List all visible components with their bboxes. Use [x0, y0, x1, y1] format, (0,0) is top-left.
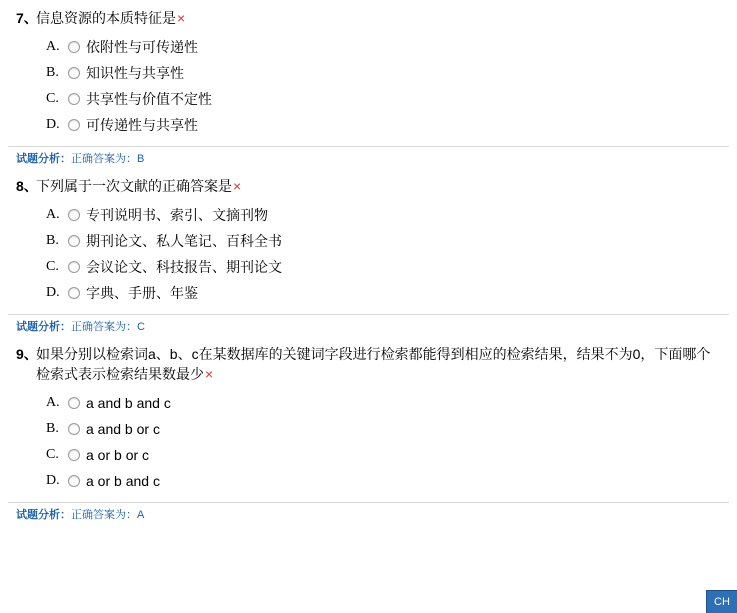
option-list — [8, 390, 729, 494]
option-letter: A. — [46, 395, 60, 410]
question-stem: 信息资源的本质特征是 — [36, 10, 176, 26]
radio-button[interactable] — [68, 67, 80, 79]
radio-button[interactable] — [68, 119, 80, 131]
option-letter: D. — [46, 473, 60, 488]
option-letter: D. — [46, 117, 60, 132]
option-row[interactable] — [8, 228, 729, 254]
option-row[interactable] — [8, 468, 729, 494]
option-list — [8, 34, 729, 138]
question-number: 9、 — [16, 346, 38, 362]
option-letter: B. — [46, 233, 59, 248]
option-row[interactable] — [8, 254, 729, 280]
answer-prefix: 正确答案为： — [71, 321, 137, 333]
correct-answer: C — [137, 321, 145, 333]
option-letter: A. — [46, 207, 60, 222]
analysis-label: 试题分析： — [16, 153, 71, 165]
option-letter: C. — [46, 447, 59, 462]
option-label: 共享性与价值不定性 — [86, 91, 212, 107]
option-label: 会议论文、科技报告、期刊论文 — [86, 259, 282, 275]
option-label: a or b and c — [86, 473, 160, 489]
answer-prefix: 正确答案为： — [71, 153, 137, 165]
option-label: 字典、手册、年鉴 — [86, 285, 198, 301]
radio-button[interactable] — [68, 449, 80, 461]
option-label: 期刊论文、私人笔记、百科全书 — [86, 233, 282, 249]
option-letter: C. — [46, 91, 59, 106]
option-row[interactable] — [8, 34, 729, 60]
option-letter: B. — [46, 421, 59, 436]
option-letter: B. — [46, 65, 59, 80]
incorrect-icon: × — [233, 178, 242, 194]
question-header — [8, 340, 729, 386]
option-row[interactable] — [8, 390, 729, 416]
option-label: 知识性与共享性 — [86, 65, 184, 81]
question-text — [36, 8, 729, 28]
option-letter: D. — [46, 285, 60, 300]
option-row[interactable] — [8, 112, 729, 138]
incorrect-icon: × — [205, 366, 214, 382]
ime-indicator[interactable]: CH — [706, 590, 737, 613]
radio-button[interactable] — [68, 93, 80, 105]
radio-button[interactable] — [68, 475, 80, 487]
option-row[interactable] — [8, 202, 729, 228]
radio-button[interactable] — [68, 423, 80, 435]
incorrect-icon: × — [177, 10, 186, 26]
question-block — [0, 172, 737, 340]
option-list — [8, 202, 729, 306]
radio-button[interactable] — [68, 287, 80, 299]
correct-answer: B — [137, 153, 145, 165]
question-text — [36, 344, 729, 384]
option-label: a and b and c — [86, 395, 171, 411]
option-row[interactable] — [8, 86, 729, 112]
option-letter: C. — [46, 259, 59, 274]
question-block — [0, 340, 737, 528]
radio-button[interactable] — [68, 209, 80, 221]
option-row[interactable] — [8, 280, 729, 306]
option-label: a and b or c — [86, 421, 160, 437]
question-header — [8, 4, 729, 30]
question-stem: 如果分别以检索词a、b、c在某数据库的关键词字段进行检索都能得到相应的检索结果，结果不为0，下面哪个检索式表示检索结果数最少 — [36, 346, 711, 382]
option-row[interactable] — [8, 60, 729, 86]
radio-button[interactable] — [68, 261, 80, 273]
question-number: 7、 — [16, 10, 38, 26]
option-label: a or b or c — [86, 447, 150, 463]
option-row[interactable] — [8, 442, 729, 468]
option-label: 依附性与可传递性 — [86, 39, 198, 55]
analysis-label: 试题分析： — [16, 321, 71, 333]
analysis-label: 试题分析： — [16, 509, 71, 521]
correct-answer: A — [137, 509, 145, 521]
question-header — [8, 172, 729, 198]
option-letter: A. — [46, 39, 60, 54]
option-label: 专刊说明书、索引、文摘刊物 — [86, 207, 268, 223]
radio-button[interactable] — [68, 397, 80, 409]
question-text — [36, 176, 729, 196]
option-label: 可传递性与共享性 — [86, 117, 198, 133]
question-block — [0, 4, 737, 172]
answer-prefix: 正确答案为： — [71, 509, 137, 521]
question-number: 8、 — [16, 178, 38, 194]
radio-button[interactable] — [68, 41, 80, 53]
analysis-bar — [8, 314, 729, 340]
analysis-bar — [8, 146, 729, 172]
radio-button[interactable] — [68, 235, 80, 247]
option-row[interactable] — [8, 416, 729, 442]
question-stem: 下列属于一次文献的正确答案是 — [36, 178, 232, 194]
analysis-bar — [8, 502, 729, 528]
